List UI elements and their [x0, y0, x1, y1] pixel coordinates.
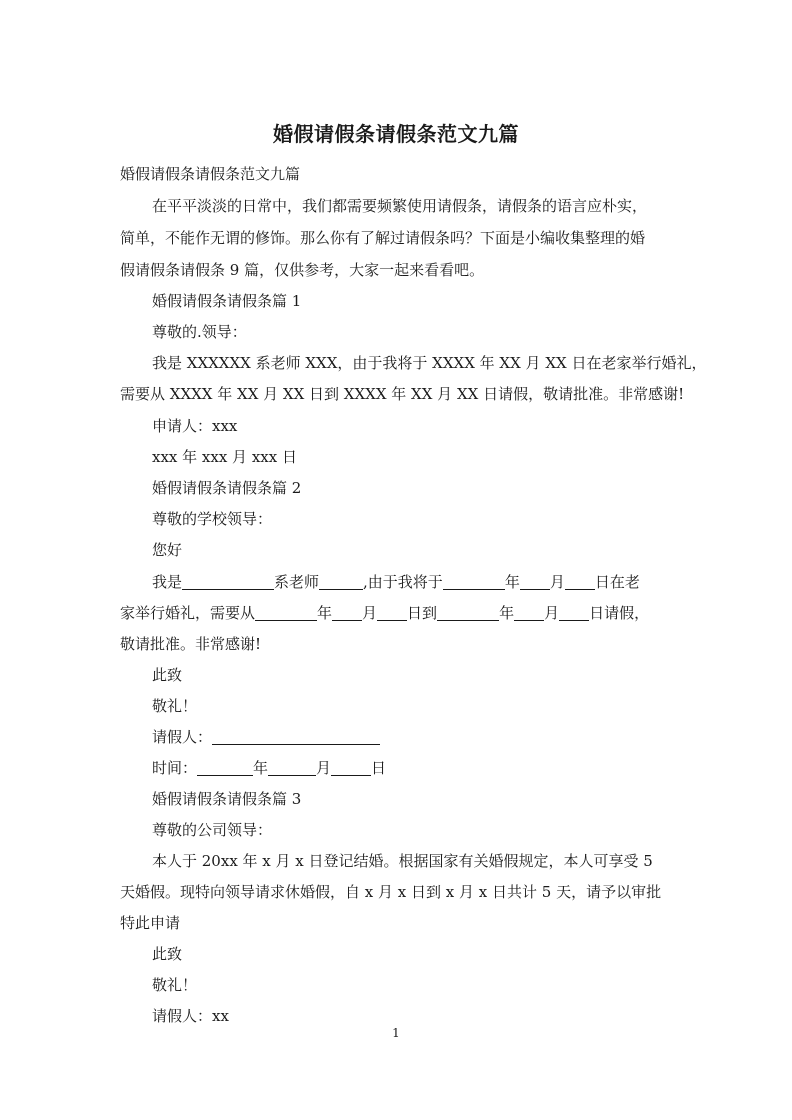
section2-applicant — [152, 727, 680, 747]
fill-in-blank — [268, 759, 316, 776]
section2-closing-1: 此致 — [152, 666, 183, 684]
fill-in-blank — [182, 573, 274, 590]
section1-heading: 婚假请假条请假条篇 1 — [152, 292, 302, 310]
text-fragment: 日请假， — [589, 604, 650, 622]
fill-in-blank — [520, 573, 550, 590]
section1-body-line-2: 需要从 XXXX 年 XX 月 XX 日到 XXXX 年 XX 月 XX 日请假，敬请批准。非常感谢! — [120, 385, 685, 403]
fill-in-blank — [565, 573, 595, 590]
text-fragment: 年 — [317, 604, 333, 622]
section1-salutation: 尊敬的.领导： — [152, 323, 247, 341]
fill-in-blank — [212, 728, 380, 745]
section1-applicant: 申请人：xxx — [152, 417, 238, 435]
text-fragment: 日 — [371, 759, 387, 777]
fill-in-blank — [332, 604, 362, 621]
fill-in-blank — [197, 759, 253, 776]
text-fragment: 年 — [504, 573, 520, 591]
section3-heading: 婚假请假条请假条篇 3 — [152, 790, 302, 808]
applicant-label: 请假人： — [152, 728, 213, 746]
section2-greeting: 您好 — [152, 541, 183, 559]
subtitle: 婚假请假条请假条范文九篇 — [120, 165, 301, 183]
section2-body-line-2 — [120, 603, 680, 623]
text-fragment: 时间： — [152, 759, 198, 777]
fill-in-blank — [377, 604, 407, 621]
text-fragment: 日在老 — [594, 573, 640, 591]
section3-body-line-3: 特此申请 — [120, 914, 181, 932]
section2-salutation: 尊敬的学校领导： — [152, 510, 273, 528]
intro-line-2: 简单，不能作无谓的修饰。那么你有了解过请假条吗？下面是小编收集整理的婚 — [120, 229, 646, 247]
section3-body-line-2: 天婚假。现特向领导请求休婚假，自 x 月 x 日到 x 月 x 日共计 5 天，请予以审批 — [120, 883, 662, 901]
intro-line-1: 在平平淡淡的日常中，我们都需要频繁使用请假条，请假条的语言应朴实， — [152, 197, 648, 215]
page-number: 1 — [392, 1026, 400, 1040]
section2-time — [152, 758, 680, 778]
section2-heading: 婚假请假条请假条篇 2 — [152, 479, 302, 497]
fill-in-blank — [255, 604, 317, 621]
text-fragment: 月 — [544, 604, 560, 622]
section1-body-line-1: 我是 XXXXXX 系老师 XXX，由于我将于 XXXX 年 XX 月 XX 日在老家举行婚礼， — [152, 354, 707, 372]
section3-body-line-1: 本人于 20xx 年 x 月 x 日登记结婚。根据国家有关婚假规定，本人可享受 5 — [152, 852, 653, 870]
fill-in-blank — [514, 604, 544, 621]
text-fragment: 月 — [316, 759, 332, 777]
fill-in-blank — [437, 604, 499, 621]
text-fragment: 日到 — [407, 604, 438, 622]
section1-date: xxx 年 xxx 月 xxx 日 — [152, 448, 297, 466]
section3-salutation: 尊敬的公司领导： — [152, 821, 273, 839]
fill-in-blank — [443, 573, 505, 590]
section2-body-line-3: 敬请批准。非常感谢! — [120, 635, 262, 653]
fill-in-blank — [331, 759, 371, 776]
section3-closing-2: 敬礼！ — [152, 976, 198, 994]
text-fragment: 月 — [362, 604, 378, 622]
fill-in-blank — [559, 604, 589, 621]
fill-in-blank — [319, 573, 363, 590]
section2-closing-2: 敬礼！ — [152, 697, 198, 715]
text-fragment: 家举行婚礼，需要从 — [120, 604, 256, 622]
section3-closing-1: 此致 — [152, 945, 183, 963]
text-fragment: 月 — [549, 573, 565, 591]
text-fragment: 系老师 — [274, 573, 320, 591]
section3-applicant: 请假人：xx — [152, 1007, 229, 1025]
text-fragment: ,由于我将于 — [363, 573, 443, 591]
text-fragment: 年 — [253, 759, 269, 777]
text-fragment: 年 — [499, 604, 515, 622]
section2-body-line-1 — [152, 572, 680, 592]
intro-line-3: 假请假条请假条 9 篇，仅供参考，大家一起来看看吧。 — [120, 261, 485, 279]
document-title: 婚假请假条请假条范文九篇 — [273, 122, 519, 146]
text-fragment: 我是 — [152, 573, 183, 591]
